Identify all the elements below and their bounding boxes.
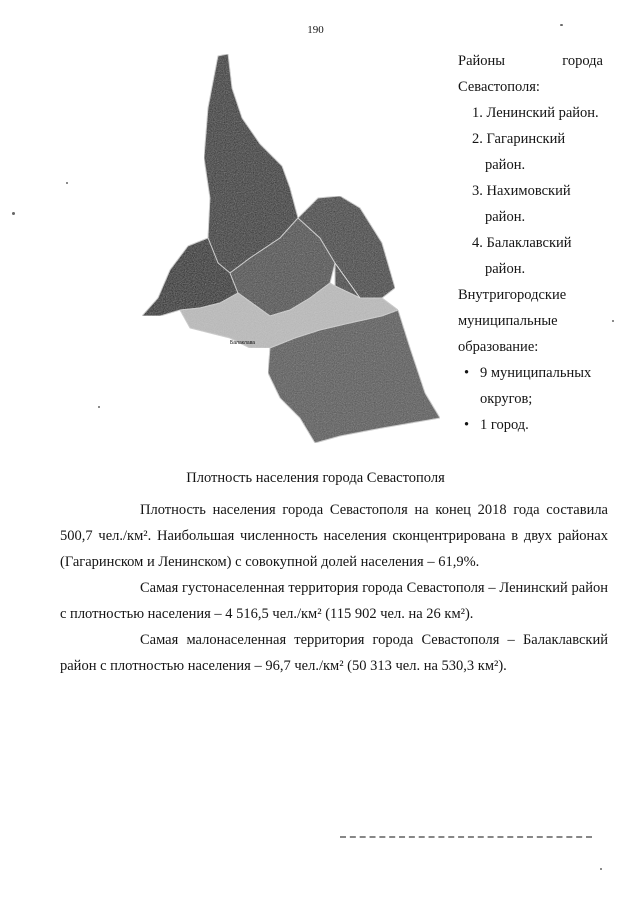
scan-speck (600, 868, 602, 870)
list-item: 4. Балаклавский район. (472, 235, 572, 277)
paragraph: Плотность населения города Севастополя на конец 2018 года составила 500,7 чел./км². Наибольшая численность населения сконцентрирована в двух районах (Гагаринском и Ленинском) с совокупной долей населения – 61,9%. (60, 502, 608, 570)
scan-speck (612, 320, 614, 322)
section-heading: Плотность населения города Севастополя (186, 470, 445, 486)
municipal-list (458, 360, 603, 438)
list-item: • 1 город. (458, 412, 603, 438)
district-list (458, 100, 603, 282)
list-item: 1. Ленинский район. (472, 105, 599, 121)
sidebar-title: Районы города Севастополя: (458, 53, 603, 95)
scan-speck (66, 182, 68, 184)
paragraph: Самая малонаселенная территория города Севастополя – Балаклавский район с плотностью населения – 96,7 чел./км² (50 313 чел. на 530,3 км²). (60, 632, 608, 674)
list-item: • 9 муниципальных округов; (458, 360, 603, 412)
district-sidebar (458, 48, 603, 438)
municipal-heading: Внутригородские муниципальные образование: (458, 287, 567, 355)
list-item: 2. Гагаринский район. (472, 131, 566, 173)
sevastopol-districts-map (120, 48, 450, 448)
scan-speck (560, 24, 563, 26)
scan-smudge (340, 836, 592, 842)
page-number: 190 (307, 24, 324, 36)
list-item: 3. Нахимовский район. (472, 183, 571, 225)
scan-speck (12, 212, 15, 215)
paragraph: Самая густонаселенная территория города Севастополя – Ленинский район с плотностью населения – 4 516,5 чел./км² (115 902 чел. на 26 км²). (60, 580, 608, 622)
map-town-label: Балаклава (230, 340, 256, 346)
scan-speck (98, 406, 100, 408)
body-text (60, 497, 608, 679)
